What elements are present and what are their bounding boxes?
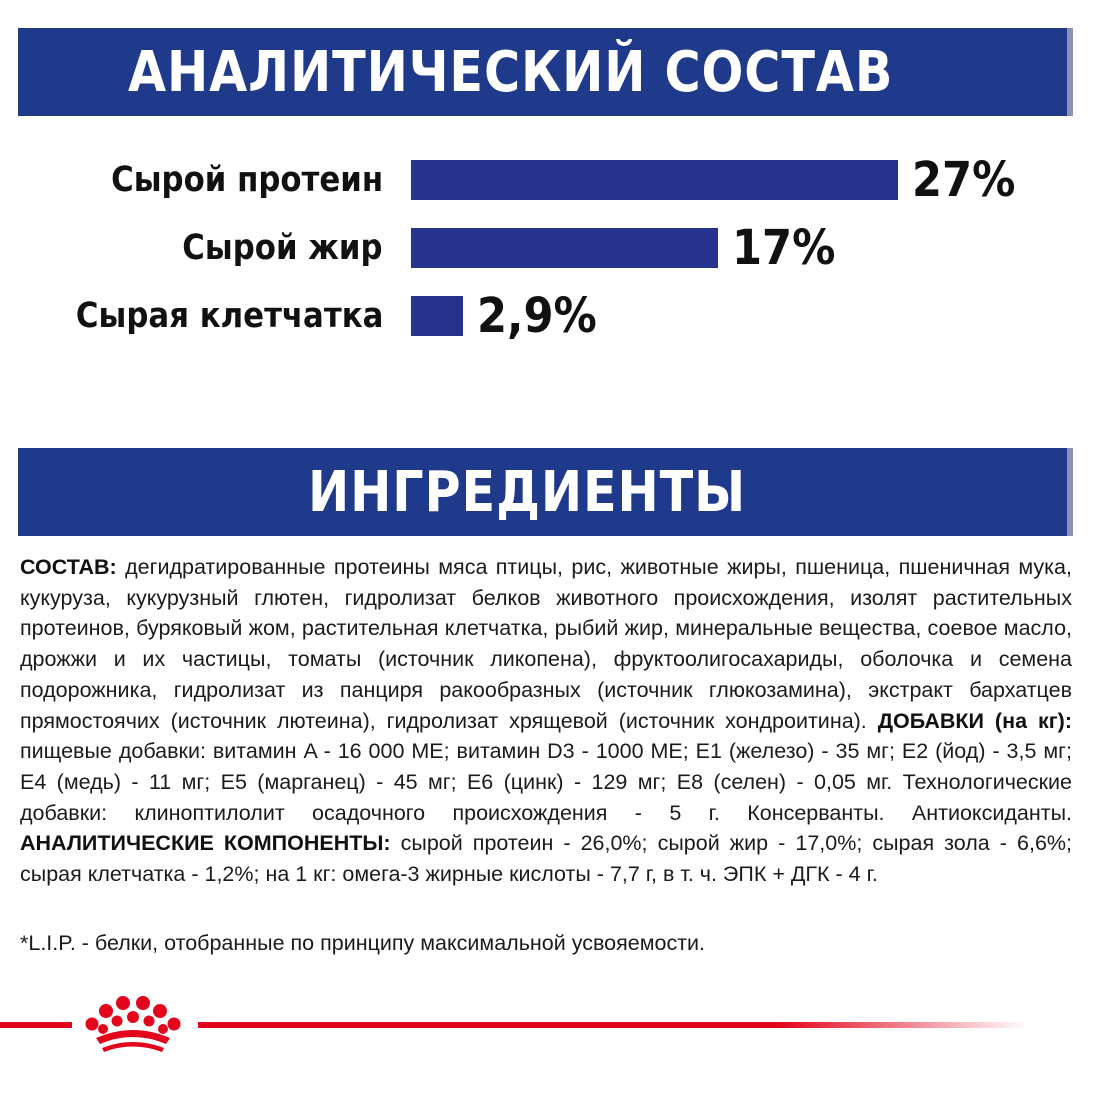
bar-row-fiber	[0, 288, 1093, 344]
bar-value: 27%	[912, 152, 1016, 208]
additives-body: пищевые добавки: витамин A - 16 000 МЕ; витамин D3 - 1000 МЕ; E1 (железо) - 35 мг; E2 (йод) - 3,5 мг; E4 (медь) - 11 мг; E5 (марганец) - 45 мг; E6 (цинк) - 129 мг; E8 (селен) - 0,05 мг. Технологические добавки: клиноптилолит осадочного происхождения - 5 г. Консерванты. Антиоксиданты.	[20, 739, 1072, 825]
composition-label: СОСТАВ:	[20, 555, 117, 579]
red-divider-left	[0, 1022, 72, 1028]
crown-logo-icon	[78, 994, 188, 1058]
bar-value: 17%	[731, 220, 836, 276]
bar	[411, 228, 718, 268]
bar-label: Сырой жир	[182, 228, 383, 268]
bar	[411, 160, 898, 200]
bar-label: Сырая клетчатка	[75, 296, 383, 336]
ingredients-banner	[18, 448, 1073, 536]
bar-row-protein	[0, 152, 1093, 208]
additives-label: ДОБАВКИ (на кг):	[877, 708, 1072, 733]
ingredients-title: ИНГРЕДИЕНТЫ	[308, 460, 747, 525]
bar-row-fat	[0, 220, 1093, 276]
analysis-title: АНАЛИТИЧЕСКИЙ СОСТАВ	[128, 40, 894, 105]
bar-label: Сырой протеин	[110, 160, 383, 200]
composition-body: дегидратированные протеины мяса птицы, рис, животные жиры, пшеница, пшеничная мука, кукуруза, кукурузный глютен, гидролизат белков животного происхождения, изолят растительных протеинов, буряковый жом, растительная клетчатка, рыбий жир, минеральные вещества, соевое масло, дрожжи и их частицы, томаты (источник ликопена), фруктоолигосахариды, оболочка и семена подорожника, гидролизат из панциря ракообразных (источник глюкозамина), экстракт бархатцев прямостоячих (источник лютеина), гидролизат хрящевой (источник хондроитина).	[20, 555, 1072, 733]
analytic-body: сырой протеин - 26,0%; сырой жир - 17,0%; сырая зола - 6,6%; сырая клетчатка - 1,2%; на 1 кг: омега-3 жирные кислоты - 7,7 г, в т. ч. ЭПК + ДГК - 4 г.	[20, 831, 1072, 887]
composition-text	[20, 552, 1072, 890]
analytic-label: АНАЛИТИЧЕСКИЕ КОМПОНЕНТЫ:	[20, 831, 391, 856]
red-divider-right	[198, 1022, 1028, 1028]
bar-value: 2,9%	[477, 288, 598, 344]
analysis-banner	[18, 28, 1073, 116]
footnote: *L.I.P. - белки, отобранные по принципу максимальной усвояемости.	[20, 931, 706, 955]
bar	[411, 296, 463, 336]
